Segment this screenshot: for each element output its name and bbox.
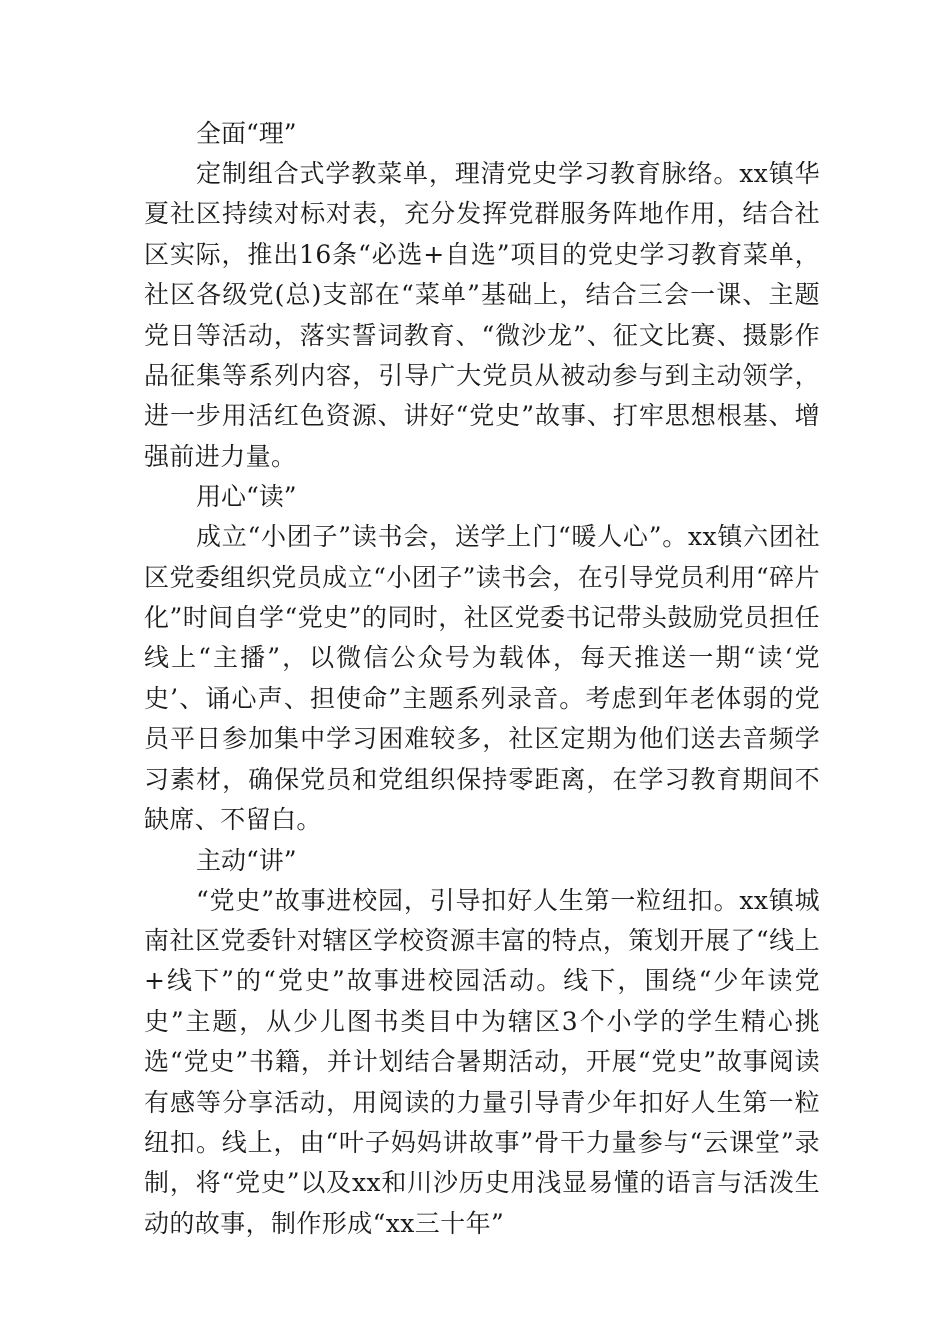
section-paragraph-2: 成立“小团子”读书会，送学上门“暖人心”。xx镇六团社区党委组织党员成立“小团子”读书会，在引导党员利用“碎片化”时间自学“党史”的同时，社区党委书记带头鼓励党员担任线上“主播”，以微信公众号为载体，每天推送一期“读‘党史’、诵心声、担使命”主题系列录音。考虑到年老体弱的党员平日参加集中学习困难较多，社区定期为他们送去音频学习素材，确保党员和党组织保持零距离，在学习教育期间不缺席、不留白。 [144, 522, 820, 835]
section-paragraph-1: 定制组合式学教菜单，理清党史学习教育脉络。xx镇华夏社区持续对标对表，充分发挥党群服务阵地作用，结合社区实际，推出16条“必选+自选”项目的党史学习教育菜单，社区各级党(总)支部在“菜单”基础上，结合三会一课、主题党日等活动，落实誓词教育、“微沙龙”、征文比赛、摄影作品征集等系列内容，引导广大党员从被动参与到主动领学，进一步用活红色资源、讲好“党史”故事、打牢思想根基、增强前进力量。 [144, 159, 820, 471]
section-heading-2: 用心“读” [196, 482, 297, 512]
section-heading-1: 全面“理” [196, 119, 297, 148]
section-heading-3: 主动“讲” [196, 845, 297, 875]
document-page [144, 114, 820, 1244]
section-paragraph-3: “党史”故事进校园，引导扣好人生第一粒纽扣。xx镇城南社区党委针对辖区学校资源丰富的特点，策划开展了“线上+线下”的“党史”故事进校园活动。线下，围绕“少年读党史”主题，从少儿图书类目中为辖区3个小学的学生精心挑选“党史”书籍，并计划结合暑期活动，开展“党史”故事阅读有感等分享活动，用阅读的力量引导青少年扣好人生第一粒纽扣。线上，由“叶子妈妈讲故事”骨干力量参与“云课堂”录制，将“党史”以及xx和川沙历史用浅显易懂的语言与活泼生动的故事，制作形成“xx三十年” [144, 885, 820, 1238]
